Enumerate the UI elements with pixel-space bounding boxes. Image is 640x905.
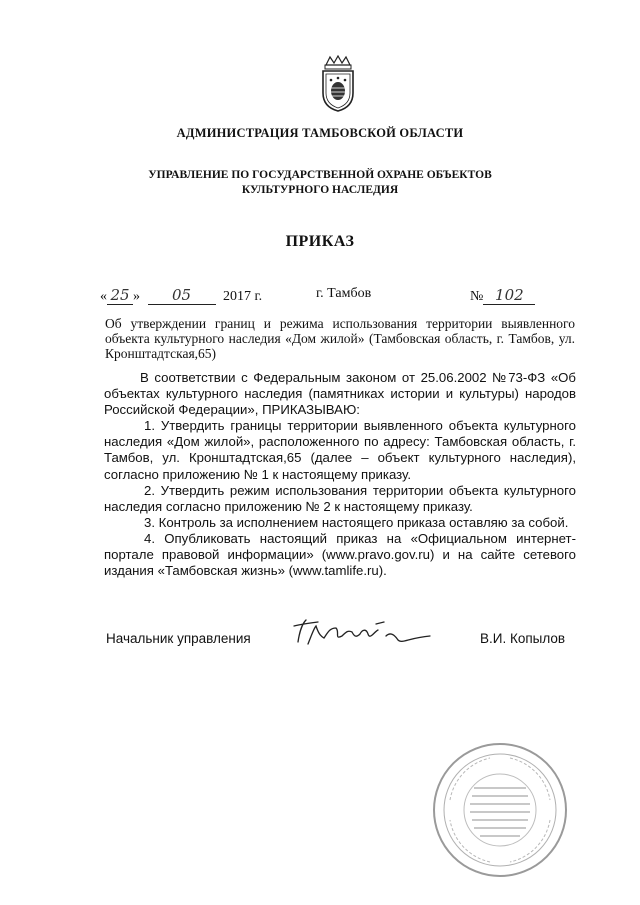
signatory-name: В.И. Копылов <box>480 631 566 646</box>
body-item-1: 1. Утвердить границы территории выявленного объекта культурного наследия «Дом жилой», расположенного по адресу: Тамбовская область, г. Тамбов, ул. Кронштадтская,65 (далее – объект культурного наследия), согласно приложению № 1 к настоящему приказу. <box>104 418 576 482</box>
date-field <box>100 286 262 305</box>
department-line-1: УПРАВЛЕНИЕ ПО ГОСУДАРСТВЕННОЙ ОХРАНЕ ОБЪЕКТОВ <box>148 169 492 181</box>
administration-title: АДМИНИСТРАЦИЯ ТАМБОВСКОЙ ОБЛАСТИ <box>176 126 464 140</box>
coat-of-arms-icon <box>318 55 358 113</box>
body-item-4: 4. Опубликовать настоящий приказ на «Официальном интернет-портале правовой информации» (www.pravo.gov.ru) и на сайте сетевого издания «Тамбовская жизнь» (www.tamlife.ru). <box>104 530 576 579</box>
number-value: 102 <box>483 286 535 305</box>
document-number <box>470 286 535 305</box>
date-year: 2017 г. <box>223 289 263 304</box>
document-title: ПРИКАЗ <box>285 233 355 250</box>
document-body <box>104 370 576 579</box>
quote-open: « <box>100 289 107 304</box>
signatory-position: Начальник управления <box>106 631 251 646</box>
number-label: № <box>470 289 484 304</box>
department-line-2: КУЛЬТУРНОГО НАСЛЕДИЯ <box>241 184 399 196</box>
body-item-3: 3. Контроль за исполнением настоящего приказа оставляю за собой. <box>144 514 569 530</box>
date-month: 05 <box>148 286 216 305</box>
document-city: г. Тамбов <box>316 286 372 301</box>
quote-close: » <box>133 289 140 304</box>
date-day: 25 <box>107 286 133 305</box>
handwritten-signature <box>290 614 440 654</box>
document-subject: Об утверждении границ и режима использования территории выявленного объекта культурного наследия «Дом жилой» (Тамбовская область, г. Тамбов, ул. Кронштадтская,65) <box>105 316 575 361</box>
body-item-2: 2. Утвердить режим использования территории объекта культурного наследия согласно приложению № 2 к настоящему приказу. <box>104 482 576 514</box>
body-intro: В соответствии с Федеральным законом от 25.06.2002 №73-ФЗ «Об объектах культурного наследия (памятниках истории и культуры) народов Российской Федерации», ПРИКАЗЫВАЮ: <box>104 370 576 418</box>
official-seal-icon <box>430 740 570 880</box>
